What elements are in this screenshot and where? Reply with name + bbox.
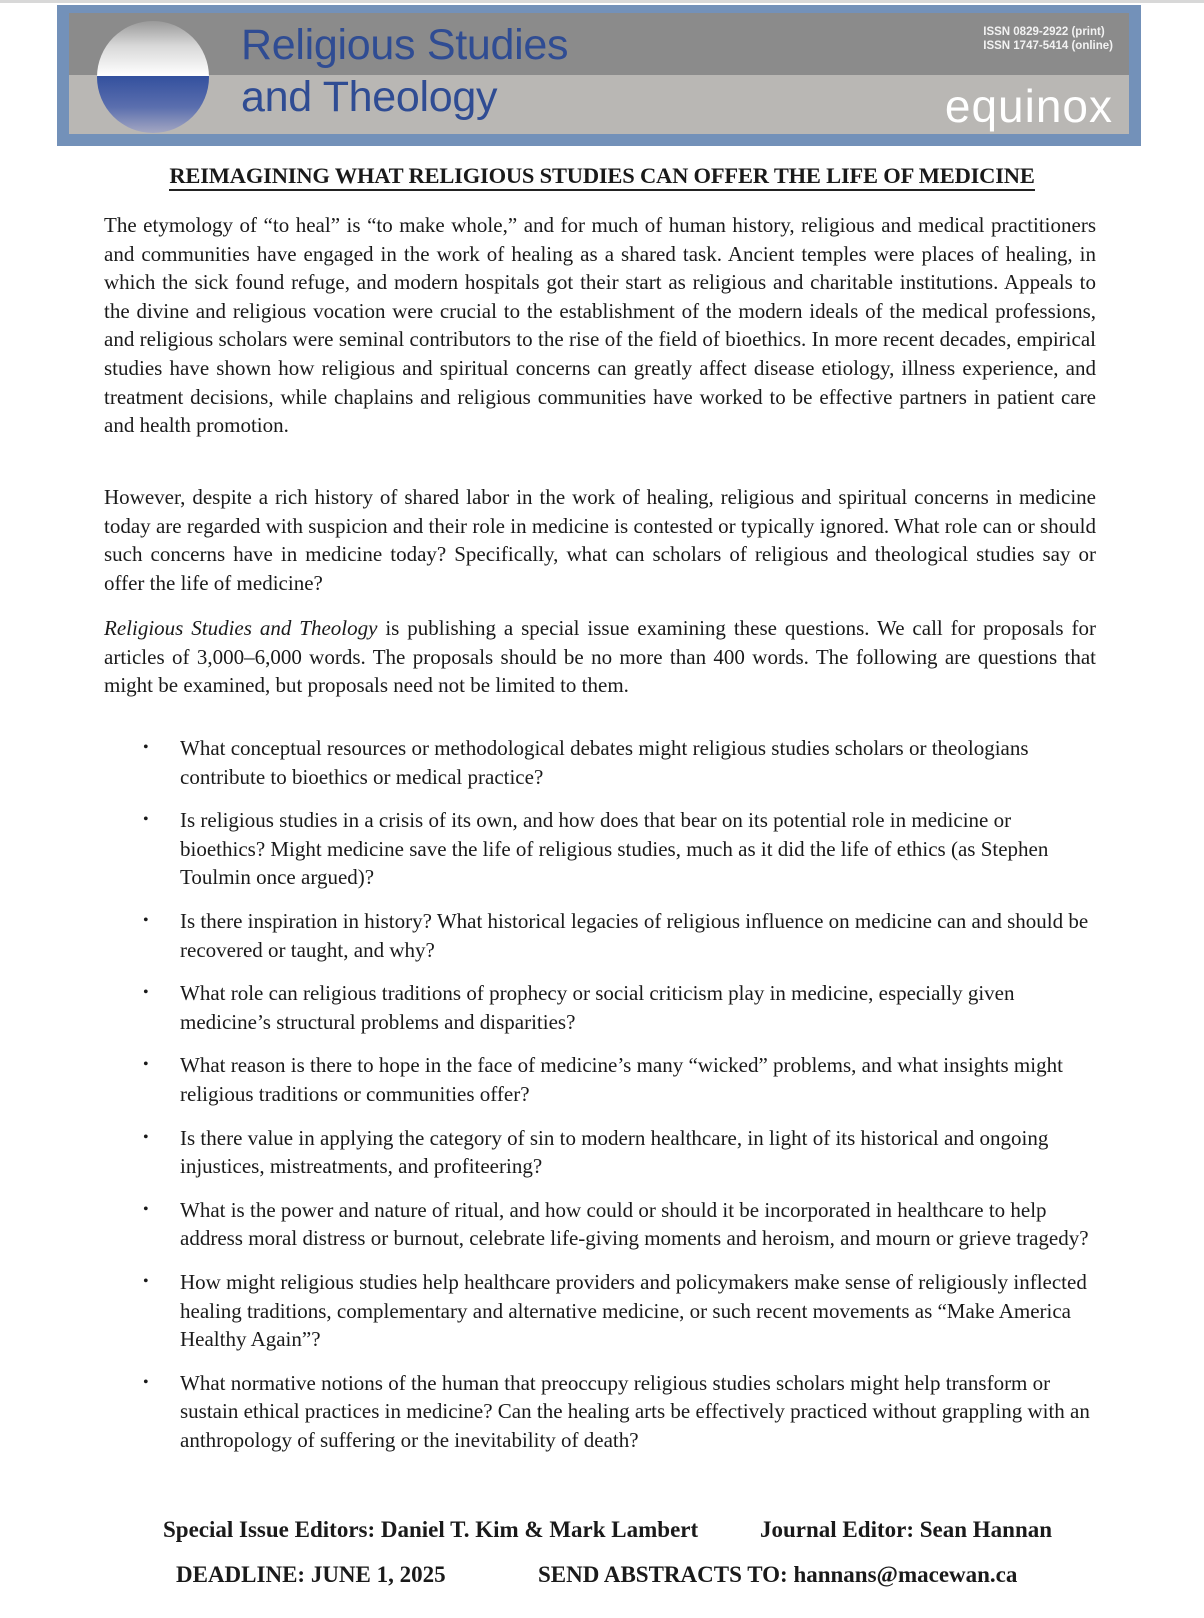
list-item bbox=[140, 1369, 1100, 1455]
question-list bbox=[140, 734, 1100, 1454]
contact-email-link[interactable]: hannans@macewan.ca bbox=[793, 1562, 1018, 1587]
question-text: What normative notions of the human that preoccupy religious studies scholars might help transform or sustain ethical practices in medicine? Can the healing arts be effectively practiced without grappling with an anthropology of suffering or the inevitability of death? bbox=[180, 1370, 1090, 1452]
orb-lower-half bbox=[97, 76, 209, 133]
special-issue-editors: Special Issue Editors: Daniel T. Kim & Mark Lambert bbox=[163, 1517, 699, 1542]
send-abstracts bbox=[538, 1560, 1017, 1590]
context-paragraph: However, despite a rich history of shared labor in the work of healing, religious and spiritual concerns in medicine today are regarded with suspicion and their role in medicine is contested or typically ignored. What role can or should such concerns have in medicine today? Specifically, what can scholars of religious and theological studies say or offer the life of medicine? bbox=[104, 485, 1096, 595]
intro-paragraph: The etymology of “to heal” is “to make whole,” and for much of human history, religious and medical practitioners and communities have engaged in the work of healing as a shared task. Ancient temples were places of healing, in which the sick found refuge, and modern hospitals got their start as religious and charitable institutions. Appeals to the divine and religious vocation were crucial to the establishment of the modern ideals of the medical professions, and religious scholars were seminal contributors to the rise of the field of bioethics. In more recent decades, empirical studies have shown how religious and spiritual concerns can greatly affect disease etiology, illness experience, and treatment decisions, while chaplains and religious communities have worked to be effective partners in patient care and health promotion. bbox=[104, 213, 1096, 438]
journal-title-line1: Religious Studies bbox=[241, 21, 569, 69]
bullet-icon: • bbox=[143, 984, 149, 1002]
bullet-icon: • bbox=[143, 1373, 149, 1391]
list-item bbox=[140, 1196, 1100, 1253]
list-item bbox=[140, 734, 1100, 791]
question-text: What conceptual resources or methodological debates might religious studies scholars or theologians contribute to bioethics or medical practice? bbox=[180, 736, 1029, 789]
issn-print: ISSN 0829-2922 (print) bbox=[983, 26, 1105, 38]
list-item bbox=[140, 1268, 1100, 1354]
journal-name-italic: Religious Studies and Theology bbox=[104, 616, 378, 640]
issn-online: ISSN 1747-5414 (online) bbox=[983, 40, 1113, 52]
send-abstracts-label: SEND ABSTRACTS TO: bbox=[538, 1562, 794, 1587]
journal-title-line2: and Theology bbox=[241, 73, 498, 121]
list-item bbox=[140, 907, 1100, 964]
list-item bbox=[140, 1124, 1100, 1181]
page-title bbox=[0, 163, 1204, 189]
bullet-icon: • bbox=[143, 1200, 149, 1218]
bullet-icon: • bbox=[143, 1272, 149, 1290]
issn-block bbox=[983, 25, 1113, 53]
journal-logo-orb-icon bbox=[97, 21, 209, 133]
question-text: Is there inspiration in history? What historical legacies of religious influence on medicine can and should be recovered or taught, and why? bbox=[180, 908, 1089, 962]
page-top-border bbox=[0, 0, 1204, 3]
call-details: is publishing a special issue examining these questions. We call for proposals for articles of 3,000–6,000 words. The proposals should be no more than 400 words. The following are questions that might be examined, but proposals need not be limited to them. bbox=[104, 616, 1096, 698]
question-text: How might religious studies help healthcare providers and policymakers make sense of religiously inflected healing traditions, complementary and alternative medicine, or such recent movements as “Make America Healthy Again”? bbox=[180, 1269, 1087, 1352]
question-text: Is religious studies in a crisis of its own, and how does that bear on its potential role in medicine or bioethics? Might medicine save the life of religious studies, much as it did the life of ethics (as Stephen Toulmin once argued)? bbox=[180, 808, 1049, 890]
journal-banner bbox=[57, 5, 1141, 146]
bullet-icon: • bbox=[143, 911, 149, 929]
question-text: What is the power and nature of ritual, and how could or should it be incorporated in healthcare to help address moral distress or burnout, celebrate life-giving moments and heroism, and mourn or grieve tragedy? bbox=[180, 1197, 1089, 1251]
question-text: What reason is there to hope in the face of medicine’s many “wicked” problems, and what insights might religious traditions or communities offer? bbox=[180, 1053, 1063, 1106]
orb-upper-half bbox=[97, 21, 209, 76]
list-item bbox=[140, 979, 1100, 1036]
publisher-logo: equinox bbox=[944, 80, 1113, 132]
bullet-icon: • bbox=[143, 811, 149, 829]
deadline: DEADLINE: JUNE 1, 2025 bbox=[176, 1562, 446, 1587]
banner-panel bbox=[69, 13, 1129, 134]
bullet-icon: • bbox=[143, 739, 149, 756]
call-for-proposals-paragraph bbox=[104, 614, 1096, 700]
bullet-icon: • bbox=[143, 1056, 149, 1074]
list-item bbox=[140, 1051, 1100, 1108]
question-text: What role can religious traditions of prophecy or social criticism play in medicine, especially given medicine’s structural problems and disparities? bbox=[180, 981, 1015, 1034]
journal-title bbox=[241, 19, 568, 123]
bullet-icon: • bbox=[143, 1128, 149, 1146]
journal-editor: Journal Editor: Sean Hannan bbox=[760, 1517, 1053, 1542]
list-item bbox=[140, 806, 1100, 892]
banner-band-top bbox=[69, 13, 1129, 75]
question-text: Is there value in applying the category of sin to modern healthcare, in light of its historical and ongoing injustices, mistreatments, and profiteering? bbox=[180, 1125, 1049, 1179]
page-title-text: REIMAGINING WHAT RELIGIOUS STUDIES CAN OFFER THE LIFE OF MEDICINE bbox=[169, 163, 1034, 191]
